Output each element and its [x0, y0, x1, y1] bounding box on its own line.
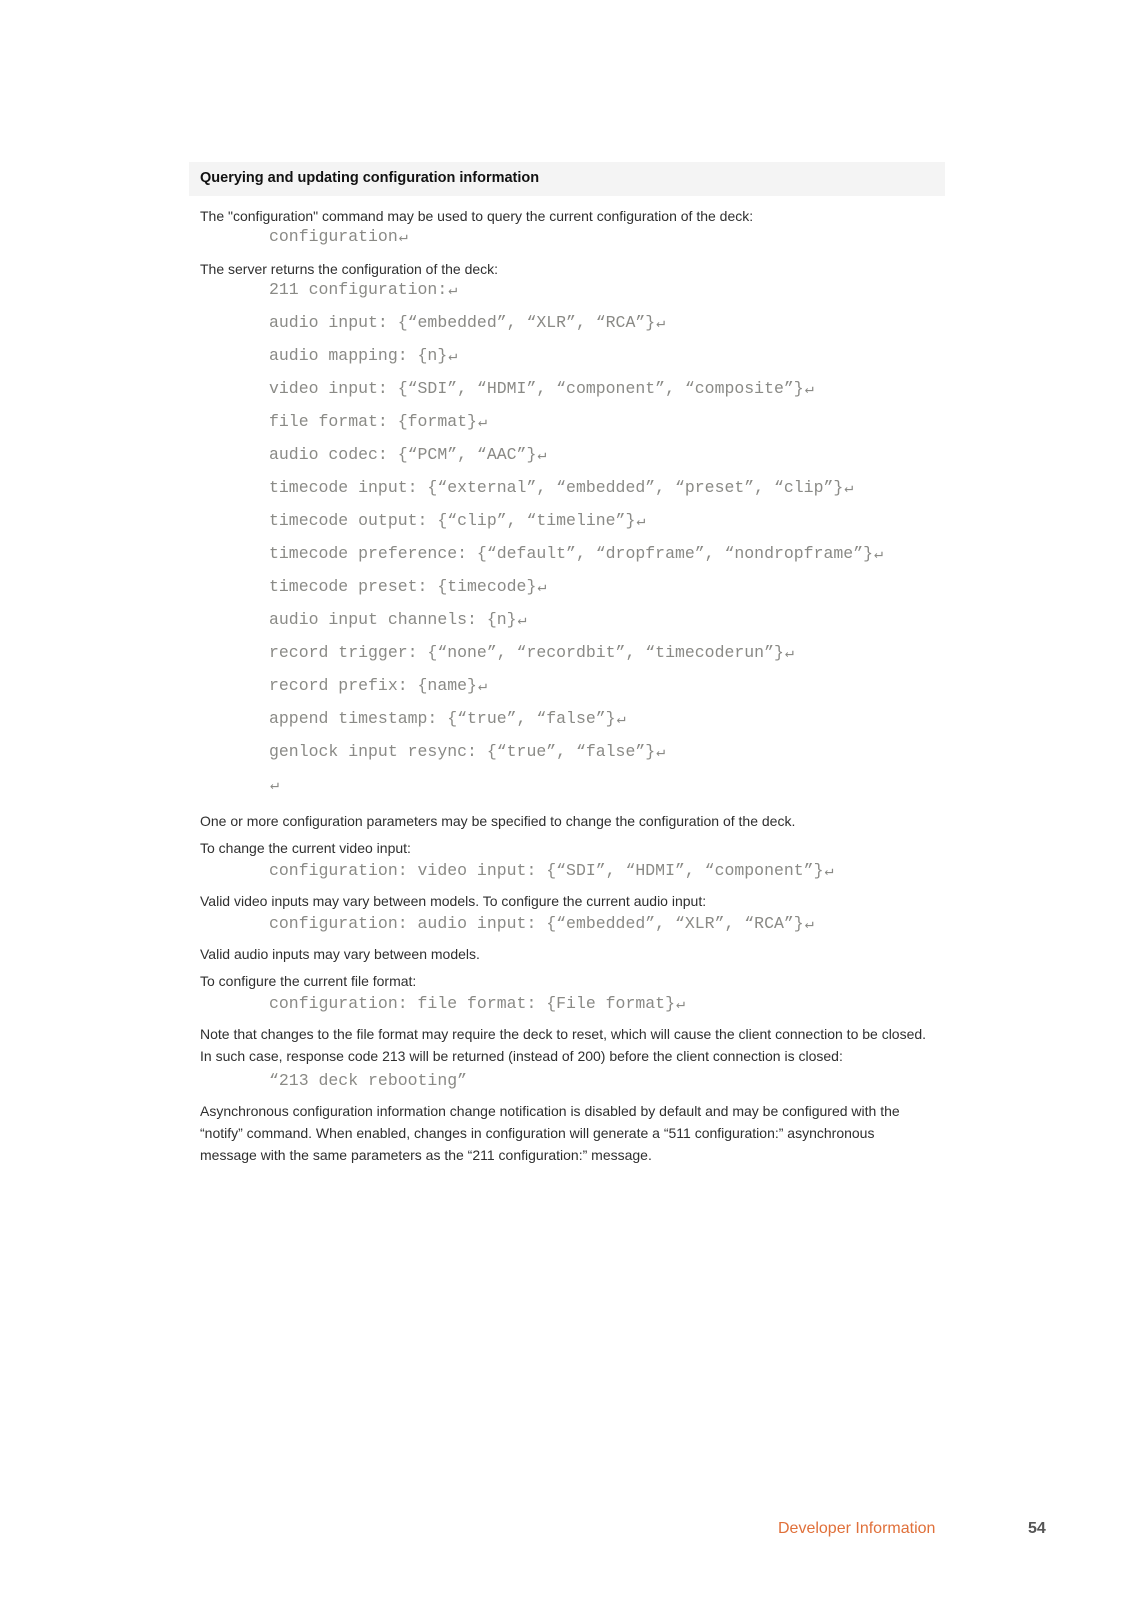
code-text: audio input: {“embedded”, “XLR”, “RCA”} — [269, 313, 656, 332]
code-text: 211 configuration: — [269, 280, 448, 299]
return-icon: ↵ — [844, 480, 854, 497]
code-text: record prefix: {name} — [269, 676, 477, 695]
response-line — [269, 412, 934, 431]
code-text: audio mapping: {n} — [269, 346, 448, 365]
code-text: configuration: audio input: {“embedded”, “XLR”, “RCA”} — [269, 914, 804, 933]
code-text: genlock input resync: {“true”, “false”} — [269, 742, 656, 761]
async-note: Asynchronous configuration information change notification is disabled by default and may be configured with the “notify” command. When enabled, changes in configuration will generate a “511 configuration:” asynchronous message with the same parameters as the “211 configuration:” message. — [200, 1103, 900, 1163]
code-text: configuration: file format: {File format} — [269, 994, 675, 1013]
code-file-command — [269, 994, 934, 1013]
code-text: configuration: video input: {“SDI”, “HDMI”, “component”} — [269, 861, 824, 880]
intro-text: The "configuration" command may be used to query the current configuration of the deck: — [200, 208, 754, 224]
return-icon: ↵ — [675, 996, 685, 1013]
response-line — [269, 445, 934, 464]
return-icon: ↵ — [517, 612, 527, 629]
return-icon: ↵ — [537, 579, 547, 596]
return-icon: ↵ — [448, 282, 458, 299]
return-icon: ↵ — [270, 777, 280, 794]
response-line — [269, 577, 934, 596]
response-line — [269, 313, 934, 332]
code-text: audio input channels: {n} — [269, 610, 517, 629]
response-end-line — [269, 775, 934, 794]
code-reboot-message: “213 deck rebooting” — [269, 1071, 468, 1090]
code-text: video input: {“SDI”, “HDMI”, “component”, “composite”} — [269, 379, 804, 398]
return-icon: ↵ — [477, 414, 487, 431]
return-icon: ↵ — [804, 381, 814, 398]
file-format-intro: To configure the current file format: — [200, 973, 417, 989]
audio-note: Valid audio inputs may vary between models. — [200, 946, 480, 962]
section-content — [189, 205, 945, 1166]
return-icon: ↵ — [824, 863, 834, 880]
return-icon: ↵ — [477, 678, 487, 695]
return-icon: ↵ — [616, 711, 626, 728]
code-text: append timestamp: {“true”, “false”} — [269, 709, 616, 728]
code-text: audio codec: {“PCM”, “AAC”} — [269, 445, 537, 464]
config-section — [189, 162, 945, 1166]
return-icon: ↵ — [398, 229, 408, 246]
response-line — [269, 643, 934, 662]
footer-section-label: Developer Information — [778, 1520, 936, 1537]
code-text: timecode output: {“clip”, “timeline”} — [269, 511, 636, 530]
return-icon: ↵ — [537, 447, 547, 464]
return-icon: ↵ — [804, 916, 814, 933]
code-text: timecode preset: {timecode} — [269, 577, 537, 596]
code-text: timecode preference: {“default”, “dropframe”, “nondropframe”} — [269, 544, 873, 563]
code-text: configuration — [269, 227, 398, 246]
code-audio-command — [269, 914, 934, 933]
params-note: One or more configuration parameters may be specified to change the configuration of the deck. — [200, 813, 796, 829]
return-icon: ↵ — [784, 645, 794, 662]
return-icon: ↵ — [636, 513, 646, 530]
response-line — [269, 280, 934, 299]
code-text: file format: {format} — [269, 412, 477, 431]
change-video-text: To change the current video input: — [200, 840, 411, 856]
response-line — [269, 610, 934, 629]
response-line — [269, 346, 934, 365]
response-line — [269, 709, 934, 728]
return-icon: ↵ — [448, 348, 458, 365]
response-line — [269, 676, 934, 695]
return-icon: ↵ — [656, 315, 666, 332]
page-number: 54 — [1028, 1520, 1046, 1537]
code-query-command — [269, 227, 934, 246]
response-line — [269, 379, 934, 398]
return-icon: ↵ — [656, 744, 666, 761]
response-line — [269, 544, 934, 563]
response-block — [200, 280, 934, 794]
reset-note: Note that changes to the file format may require the deck to reset, which will cause the client connection to be closed. In such case, response code 213 will be returned (instead of 200) before the client connection is closed: — [200, 1026, 927, 1064]
return-icon: ↵ — [874, 546, 884, 563]
code-video-command — [269, 861, 934, 880]
response-line — [269, 742, 934, 761]
response-line — [269, 478, 934, 497]
code-text: timecode input: {“external”, “embedded”, “preset”, “clip”} — [269, 478, 844, 497]
section-heading: Querying and updating configuration information — [189, 162, 945, 196]
server-returns-text: The server returns the configuration of the deck: — [200, 261, 499, 277]
code-text: record trigger: {“none”, “recordbit”, “timecoderun”} — [269, 643, 784, 662]
video-note: Valid video inputs may vary between models. To configure the current audio input: — [200, 893, 707, 909]
response-line — [269, 511, 934, 530]
